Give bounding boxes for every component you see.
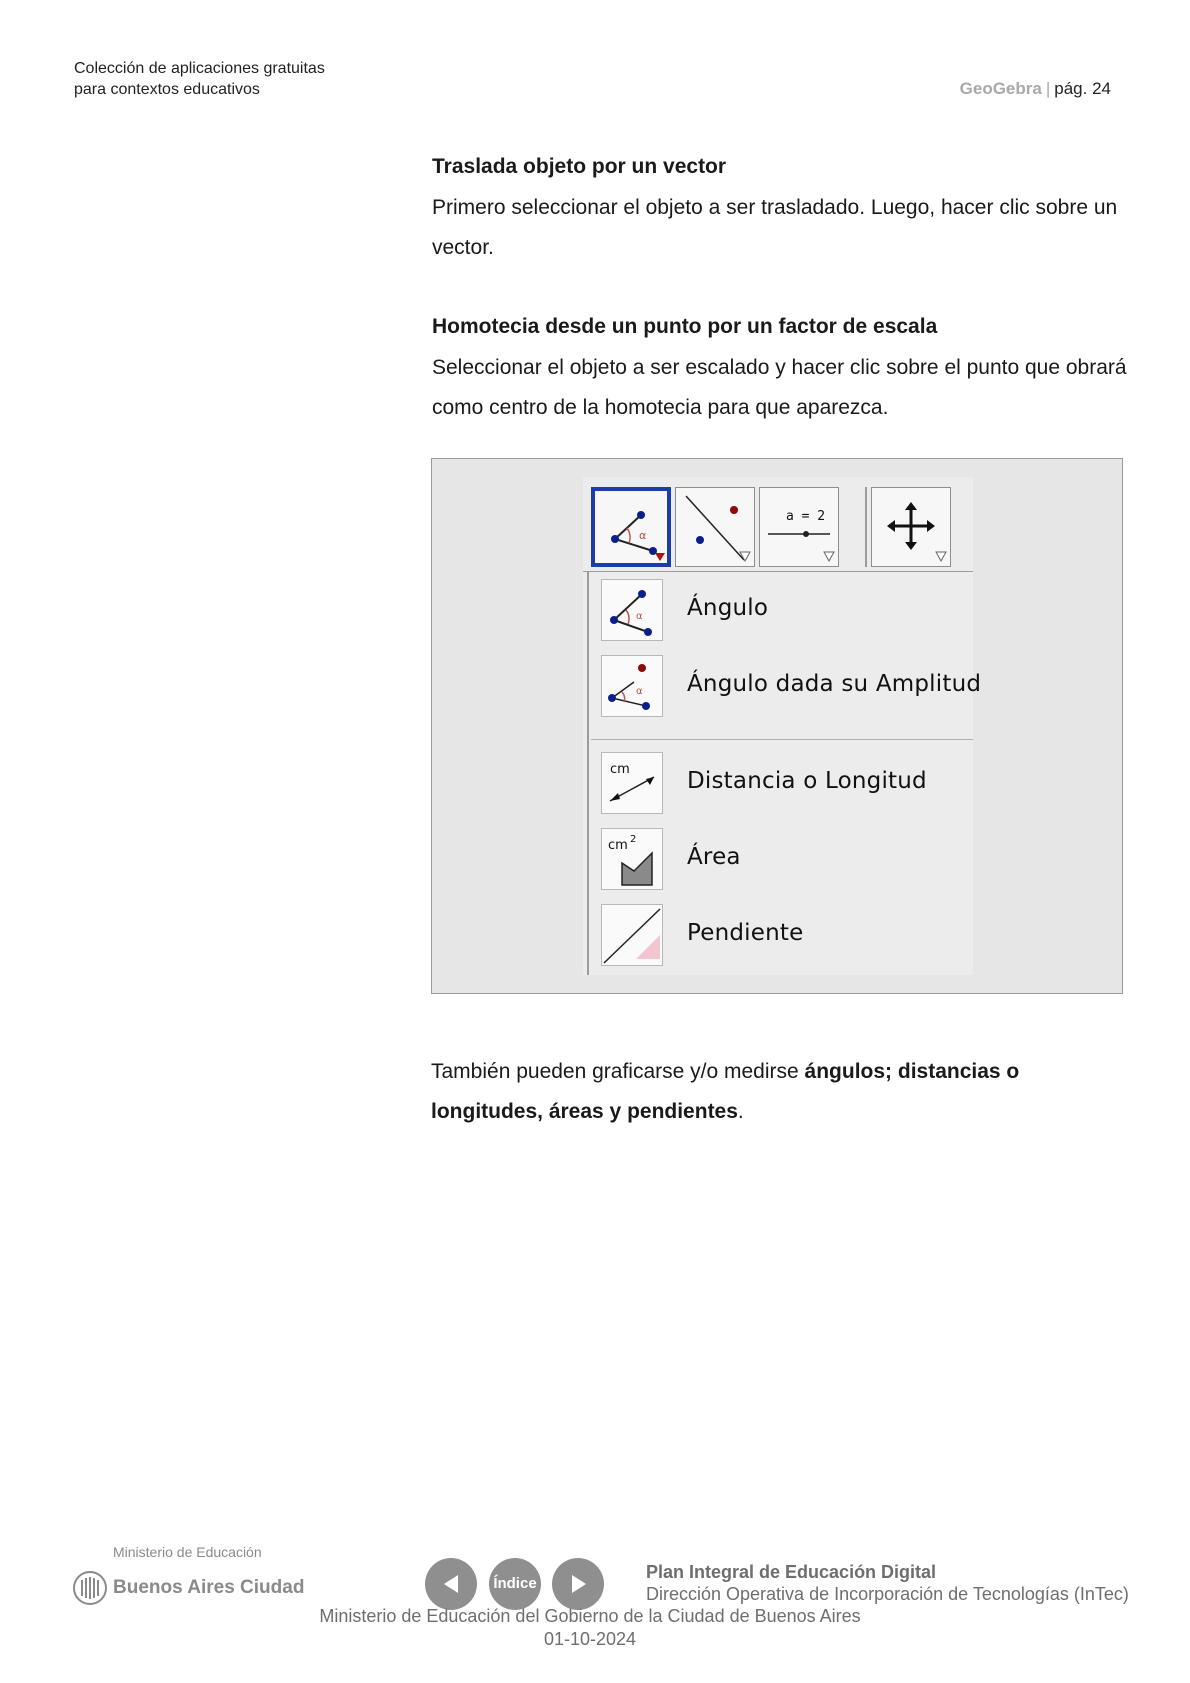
area-icon-sup: 2 — [630, 834, 637, 845]
angle-icon — [601, 579, 663, 641]
menu-item-angle-given-size[interactable] — [597, 655, 982, 721]
area-icon-text: cm — [608, 838, 628, 853]
svg-text:α: α — [636, 611, 643, 622]
menu-item-label: Pendiente — [687, 920, 804, 946]
section-body: Seleccionar el objeto a ser escalado y hacer clic sobre el punto que obrará como centro de la homotecia para que aparezca. — [432, 356, 1127, 419]
closing-paragraph — [431, 1052, 1131, 1132]
line-point-tool-icon — [676, 488, 754, 566]
menu-item-label: Área — [687, 844, 741, 870]
menu-item-distance[interactable] — [597, 752, 973, 818]
section-title: Homotecia desde un punto por un factor de escala — [432, 315, 938, 338]
plan-title: Plan Integral de Educación Digital — [646, 1562, 937, 1582]
section-body: Primero seleccionar el objeto a ser trasladado. Luego, hacer clic sobre un vector. — [432, 196, 1118, 259]
collection-title — [74, 58, 325, 100]
next-arrow-icon — [552, 1558, 604, 1610]
collection-line-1: Colección de aplicaciones gratuitas — [74, 60, 325, 77]
section-traslada — [432, 154, 1132, 268]
distance-length-icon — [601, 752, 663, 814]
previous-page-button[interactable] — [425, 1558, 477, 1610]
menu-item-label: Distancia o Longitud — [687, 768, 927, 794]
document-date: 01-10-2024 — [543, 1629, 637, 1649]
collection-line-2: para contextos educativos — [74, 81, 260, 98]
section-title: Traslada objeto por un vector — [432, 155, 727, 178]
geogebra-toolbar-figure — [431, 458, 1123, 994]
closing-suffix: . — [737, 1100, 744, 1123]
menu-border — [587, 571, 589, 975]
angle-tool-icon — [595, 491, 667, 563]
tool-panel — [583, 477, 982, 975]
slider-tool-button[interactable] — [759, 487, 839, 567]
page-number: pág. 24 — [1054, 79, 1111, 98]
menu-item-angle[interactable] — [597, 579, 973, 645]
slope-icon — [601, 904, 663, 966]
move-graphics-tool-button[interactable] — [871, 487, 951, 567]
section-homotecia — [432, 314, 1132, 428]
move-graphics-icon — [872, 488, 950, 566]
footer-plan-info — [646, 1561, 1129, 1605]
distance-icon-text: cm — [610, 762, 630, 777]
index-button[interactable]: Índice — [489, 1558, 541, 1610]
angle-tool-button[interactable] — [591, 487, 671, 567]
previous-arrow-icon — [425, 1558, 477, 1610]
page-header-right — [960, 79, 1111, 99]
footer-ministry — [0, 1605, 1190, 1651]
app-name: GeoGebra — [959, 79, 1042, 98]
header-separator: | — [1045, 79, 1051, 98]
next-page-button[interactable] — [552, 1558, 604, 1610]
angle-given-size-icon — [601, 655, 663, 717]
menu-item-label: Ángulo dada su Amplitud — [687, 671, 982, 697]
svg-text:α: α — [639, 529, 647, 542]
menu-divider — [591, 739, 973, 740]
direction-text: Dirección Operativa de Incorporación de Tecnologías (InTec) — [646, 1584, 1129, 1604]
toolbar — [583, 477, 973, 572]
closing-prefix: También pueden graficarse y/o medirse — [431, 1060, 805, 1083]
slider-tool-icon — [760, 488, 838, 566]
menu-item-slope[interactable] — [597, 904, 973, 970]
menu-item-area[interactable] — [597, 828, 973, 894]
ministry-label: Ministerio de Educación — [113, 1544, 262, 1560]
slider-tool-text: a = 2 — [786, 509, 826, 524]
area-icon — [601, 828, 663, 890]
city-logo-icon — [72, 1570, 108, 1606]
ministry-full: Ministerio de Educación del Gobierno de la Ciudad de Buenos Aires — [319, 1606, 861, 1626]
closing-bold: ángulos; distancias o longitudes, áreas y pendientes — [431, 1060, 1020, 1123]
svg-text:α: α — [636, 686, 643, 697]
menu-item-label: Ángulo — [687, 595, 769, 621]
city-name: Buenos Aires Ciudad — [113, 1577, 305, 1598]
toolbar-separator — [865, 487, 867, 567]
line-point-tool-button[interactable] — [675, 487, 755, 567]
